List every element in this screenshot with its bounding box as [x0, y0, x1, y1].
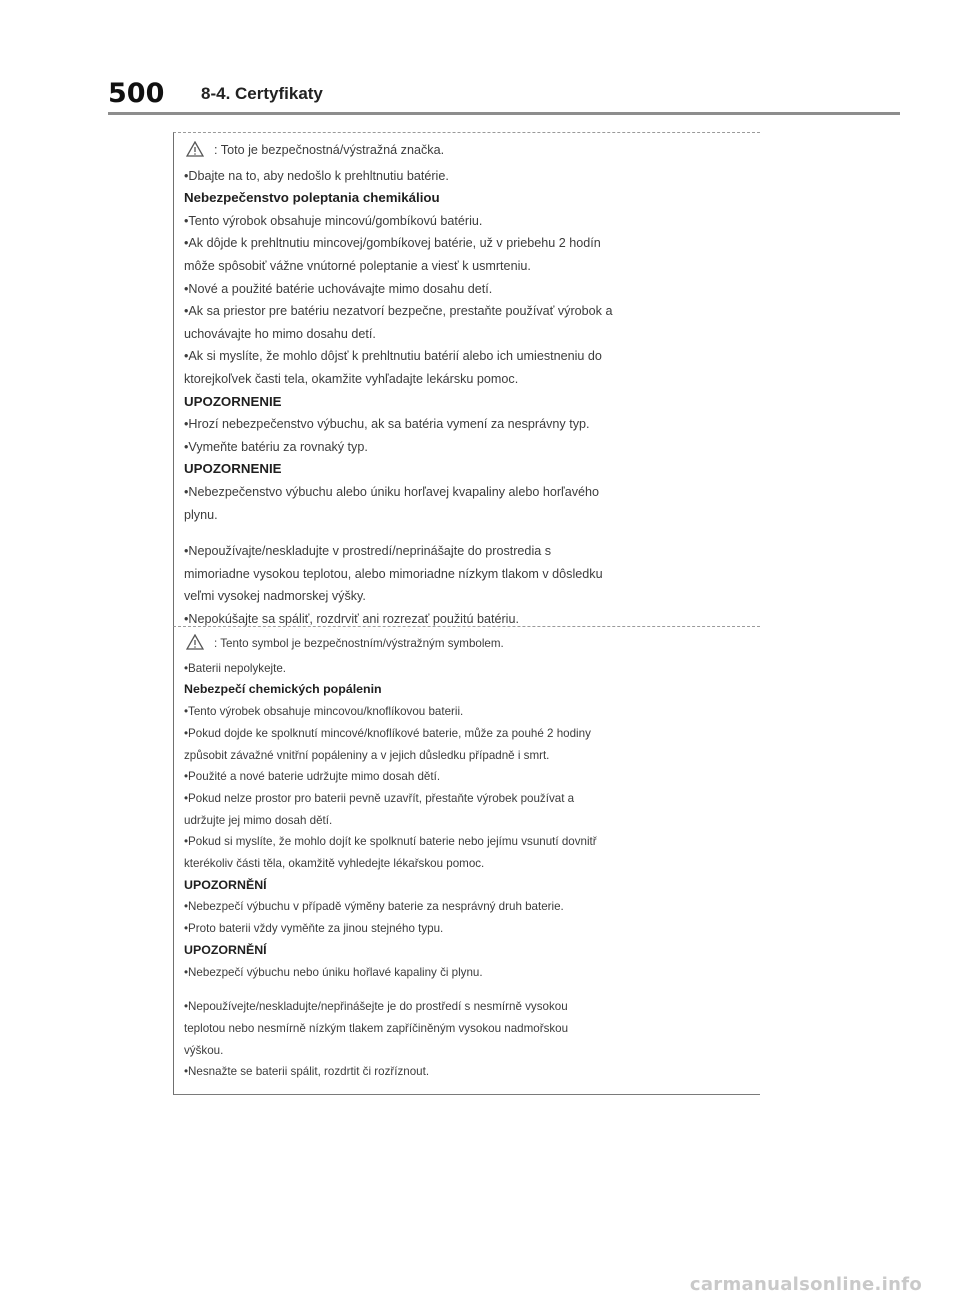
- text-line: •Pokud nelze prostor pro baterii pevně uzavřít, přestaňte výrobek používat a: [184, 791, 575, 805]
- symbol-line: [184, 633, 750, 658]
- watermark: carmanualsonline.info: [689, 1274, 922, 1295]
- symbol-description: : Tento symbol je bezpečnostním/výstražným symbolem.: [214, 637, 504, 650]
- text-line: kterékoliv části těla, okamžitě vyhledejte lékařskou pomoc.: [184, 857, 485, 871]
- text-line: •Nebezpečenstvo výbuchu alebo úniku horľavej kvapaliny alebo horľavého: [184, 484, 600, 499]
- text-line: •Tento výrobek obsahuje mincovou/knoflíkovou baterii.: [184, 705, 464, 719]
- text-line: •Tento výrobok obsahuje mincovú/gombíkovú batériu.: [184, 213, 483, 228]
- text-line: výškou.: [184, 1043, 224, 1057]
- section-title: 8-4. Certyfikaty: [201, 84, 323, 103]
- section-heading: Nebezpečenstvo poleptania chemikáliou: [184, 190, 440, 206]
- text-line: způsobit závažné vnitřní popáleniny a v jejich důsledku případně i smrt.: [184, 748, 550, 762]
- slovak-warning-panel: [173, 132, 760, 626]
- text-line: •Nebezpečí výbuchu nebo úniku hořlavé kapaliny či plynu.: [184, 965, 483, 979]
- text-line: •Hrozí nebezpečenstvo výbuchu, ak sa batéria vymení za nesprávny typ.: [184, 417, 590, 432]
- czech-text-lines: [184, 658, 750, 1083]
- section-heading: UPOZORNENIE: [184, 461, 282, 477]
- text-line: •Ak si myslíte, že mohlo dôjsť k prehltnutiu batérií alebo ich umiestneniu do: [184, 349, 602, 364]
- paragraph-gap: [184, 983, 750, 996]
- section-heading: Nebezpečí chemických popálenin: [184, 682, 382, 697]
- text-line: uchovávajte ho mimo dosahu detí.: [184, 326, 376, 341]
- text-line: ktorejkoľvek časti tela, okamžite vyhľadajte lekársku pomoc.: [184, 371, 519, 386]
- text-line: •Pokud dojde ke spolknutí mincové/knoflíkové baterie, může za pouhé 2 hodiny: [184, 726, 591, 740]
- text-line: •Ak dôjde k prehltnutiu mincovej/gombíkovej batérie, už v priebehu 2 hodín: [184, 236, 601, 251]
- text-line: •Vymeňte batériu za rovnaký typ.: [184, 439, 368, 454]
- header-divider: [108, 112, 900, 115]
- text-line: •Nepoužívajte/neskladujte v prostredí/neprinášajte do prostredia s: [184, 544, 552, 559]
- slovak-text-lines: [184, 165, 750, 631]
- text-line: •Nepoužívejte/neskladujte/nepřinášejte je do prostředí s nesmírně vysokou: [184, 1000, 568, 1014]
- warning-triangle-icon: [186, 141, 204, 165]
- text-line: •Nesnažte se baterii spálit, rozdrtit či rozříznout.: [184, 1065, 430, 1079]
- section-heading: UPOZORNĚNÍ: [184, 877, 267, 892]
- text-line: •Ak sa priestor pre batériu nezatvorí bezpečne, prestaňte používať výrobok a: [184, 304, 613, 319]
- text-line: •Dbajte na to, aby nedošlo k prehltnutiu batérie.: [184, 168, 449, 183]
- czech-warning-panel: [173, 626, 760, 1095]
- section-heading: UPOZORNENIE: [184, 393, 282, 409]
- symbol-line: [184, 139, 750, 165]
- symbol-description: : Toto je bezpečnostná/výstražná značka.: [214, 143, 445, 157]
- text-line: •Baterii nepolykejte.: [184, 661, 287, 675]
- section-heading: UPOZORNĚNÍ: [184, 942, 267, 957]
- text-line: udržujte jej mimo dosah dětí.: [184, 813, 333, 827]
- text-line: veľmi vysokej nadmorskej výšky.: [184, 589, 366, 604]
- warning-triangle-icon: [186, 634, 204, 658]
- text-line: •Nové a použité batérie uchovávajte mimo dosahu detí.: [184, 281, 493, 296]
- text-line: plynu.: [184, 507, 218, 522]
- text-line: •Nebezpečí výbuchu v případě výměny baterie za nesprávný druh baterie.: [184, 900, 564, 914]
- text-line: teplotou nebo nesmírně nízkým tlakem zapříčiněným vysokou nadmořskou: [184, 1021, 569, 1035]
- text-line: mimoriadne vysokou teplotou, alebo mimoriadne nízkym tlakom v dôsledku: [184, 566, 603, 581]
- text-line: •Použité a nové baterie udržujte mimo dosah dětí.: [184, 770, 441, 784]
- text-line: •Proto baterii vždy vyměňte za jinou stejného typu.: [184, 922, 444, 936]
- text-line: •Pokud si myslíte, že mohlo dojít ke spolknutí baterie nebo jejímu vsunutí dovnitř: [184, 835, 597, 849]
- paragraph-gap: [184, 526, 750, 540]
- text-line: môže spôsobiť vážne vnútorné poleptanie a viesť k usmrteniu.: [184, 258, 531, 273]
- text-line: •Nepokúšajte sa spáliť, rozdrviť ani rozrezať použitú batériu.: [184, 611, 519, 626]
- page-number: 500: [108, 78, 165, 109]
